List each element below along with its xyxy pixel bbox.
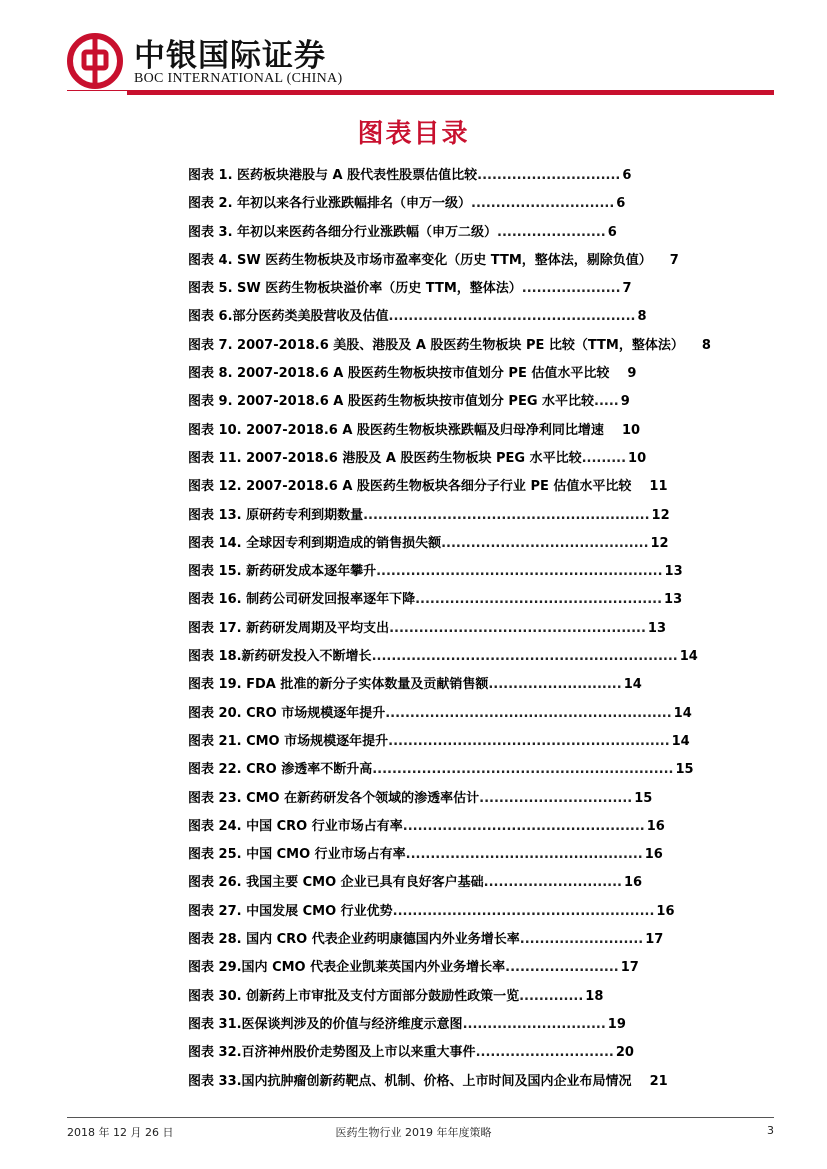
toc-entry-label: 图表 12. 2007-2018.6 A 股医药生物板块各细分子行业 PE 估值水平比较 [188,479,632,495]
toc-entry-label: 图表 14. 全球因专利到期造成的销售损失额 [188,535,442,551]
toc-entry-leader: .......................................... [441,535,649,551]
toc-entry[interactable] [188,421,778,449]
brand-name-english: BOC INTERNATIONAL (CHINA) [134,71,343,86]
toc-entry-label: 图表 25. 中国 CMO 行业市场占有率 [188,847,406,863]
toc-entry[interactable] [188,675,778,703]
toc-entry-page: 12 [651,507,670,523]
toc-entry-page: 18 [585,988,604,1004]
toc-entry-leader: .................................................... [389,620,646,636]
toc-entry-page: 10 [628,450,647,466]
toc-entry-leader: ....................... [505,960,619,976]
toc-entry-label: 图表 13. 原研药专利到期数量 [188,507,364,523]
toc-entry[interactable] [188,307,778,335]
toc-entry-page: 16 [646,818,665,834]
toc-entry-leader: ............................... [479,790,633,806]
toc-entry[interactable] [188,789,778,817]
toc-entry-leader: .......................................................... [363,507,650,523]
toc-entry-page: 9 [620,394,630,410]
toc-entry-label: 图表 4. SW 医药生物板块及市场市盈率变化（历史 TTM，整体法，剔除负值） [188,252,652,268]
toc-entry-label: 图表 3. 年初以来医药各细分行业涨跌幅（申万二级） [188,224,498,240]
toc-entry-page: 14 [673,705,692,721]
toc-entry-label: 图表 10. 2007-2018.6 A 股医药生物板块涨跌幅及归母净利同比增速 [188,422,604,438]
toc-entry-page: 16 [656,903,675,919]
toc-entry-label: 图表 5. SW 医药生物板块溢价率（历史 TTM，整体法） [188,281,522,297]
toc-entry-page: 10 [621,422,641,438]
toc-entry-leader: .................................................. [388,309,636,325]
toc-entry-leader: .......................................................... [385,705,672,721]
toc-entry-label: 图表 1. 医药板块港股与 A 股代表性股票估值比较 [188,168,478,183]
toc-entry-label: 图表 19. FDA 批准的新分子实体数量及贡献销售额 [188,677,489,693]
toc-entry-page: 8 [701,337,711,353]
toc-entry-page: 17 [645,932,664,948]
toc-entry[interactable] [188,647,778,675]
toc-entry-label: 图表 32.百济神州股价走势图及上市以来重大事件 [188,1045,476,1061]
toc-entry[interactable] [188,732,778,760]
toc-entry[interactable] [188,590,778,618]
footer-document-title: 医药生物行业 2019 年年度策略 [335,1126,492,1139]
header-rule-accent [127,91,774,95]
toc-entry-page: 16 [644,847,663,863]
toc-entry[interactable] [188,873,778,901]
toc-entry-leader: ...................... [497,224,606,240]
toc-entry-page: 7 [622,281,632,297]
toc-entry-page: 9 [627,366,637,382]
toc-entry[interactable] [188,958,778,986]
toc-entry-label: 图表 33.国内抗肿瘤创新药靶点、机制、价格、上市时间及国内企业布局情况 [188,1073,632,1089]
toc-entry-page: 6 [616,196,626,212]
bank-of-china-logo-icon [67,33,123,89]
toc-entry-page: 20 [615,1045,634,1061]
toc-entry-label: 图表 18.新药研发投入不断增长 [188,649,372,665]
brand-name-chinese: 中银国际证券 [134,38,326,74]
toc-entry-page: 15 [675,762,694,778]
toc-entry-leader: ............................. [462,1016,606,1032]
toc-entry[interactable] [188,930,778,958]
toc-entry-page: 7 [669,252,679,268]
toc-entry[interactable] [188,817,778,845]
toc-entry-label: 图表 27. 中国发展 CMO 行业优势 [188,903,393,919]
toc-entry-label: 图表 22. CRO 渗透率不断升高 [188,762,373,778]
toc-entry-leader: ............................ [475,1045,614,1061]
toc-entry-leader: ..................................................... [392,903,655,919]
toc-entry[interactable] [188,194,778,222]
toc-entry-page: 14 [623,677,642,693]
footer-rule [67,1117,774,1118]
toc-entry-label: 图表 29.国内 CMO 代表企业凯莱英国内外业务增长率 [188,960,506,976]
toc-entry[interactable] [188,251,778,279]
toc-entry-leader: ..... [594,394,619,410]
toc-entry-leader: ............................. [477,168,621,183]
toc-entry-leader: ......... [581,450,627,466]
toc-entry-label: 图表 28. 国内 CRO 代表企业药明康德国内外业务增长率 [188,932,520,948]
toc-entry-page: 14 [679,649,698,665]
toc-entry-leader: ............................ [483,875,622,891]
footer-page-number: 3 [767,1124,774,1137]
toc-entry-leader: .............................................................. [371,649,678,665]
toc-entry-leader: ........................... [488,677,622,693]
toc-entry[interactable] [188,449,778,477]
toc-entry-page: 21 [649,1073,668,1089]
toc-entry-page: 12 [650,535,669,551]
toc-entry-page: 13 [664,592,683,608]
toc-entry[interactable] [188,477,778,505]
table-of-figures [188,166,778,1100]
toc-entry-label: 图表 23. CMO 在新药研发各个领域的渗透率估计 [188,790,480,806]
toc-entry-leader: ............. [519,988,584,1004]
toc-entry[interactable] [188,336,778,364]
toc-entry[interactable] [188,392,778,420]
toc-entry-leader: ................................................ [405,847,643,863]
toc-entry-page: 13 [647,620,666,636]
toc-entry-label: 图表 26. 我国主要 CMO 企业已具有良好客户基础 [188,875,484,891]
toc-entry-leader: ......................................................... [388,733,670,749]
toc-entry-label: 图表 9. 2007-2018.6 A 股医药生物板块按市值划分 PEG 水平比较 [188,394,595,410]
toc-entry[interactable] [188,704,778,732]
toc-entry[interactable] [188,279,778,307]
toc-entry-page: 19 [607,1016,626,1032]
toc-entry-label: 图表 2. 年初以来各行业涨跌幅排名（申万一级） [188,196,472,212]
toc-entry[interactable] [188,619,778,647]
toc-entry[interactable] [188,845,778,873]
toc-entry-leader: ............................. [471,196,615,212]
toc-entry[interactable] [188,562,778,590]
toc-entry[interactable] [188,902,778,930]
toc-entry-leader: .................................................. [415,592,663,608]
toc-entry-leader: ......................... [519,932,644,948]
toc-entry-label: 图表 30. 创新药上市审批及支付方面部分鼓励性政策一览 [188,988,520,1004]
toc-entry-page: 8 [637,309,647,325]
toc-entry-page: 15 [634,790,653,806]
toc-entry-page: 13 [664,564,683,580]
toc-entry-leader: ................................................. [402,818,645,834]
toc-entry-leader: .......................................................... [376,564,663,580]
toc-entry-label: 图表 31.医保谈判涉及的价值与经济维度示意图 [188,1016,463,1032]
toc-entry-page: 6 [607,224,617,240]
toc-entry-page: 14 [671,733,690,749]
toc-entry-page: 6 [622,168,632,183]
toc-entry[interactable] [188,223,778,251]
toc-entry-page: 16 [623,875,643,891]
page-title: 图表目录 [357,119,470,149]
toc-entry[interactable] [188,534,778,562]
toc-entry-label: 图表 6.部分医药类美股营收及估值 [188,309,389,325]
toc-entry-page: 11 [649,479,668,495]
toc-entry[interactable] [188,1043,778,1071]
toc-entry[interactable] [188,364,778,392]
toc-entry-leader: .................... [521,281,621,297]
toc-entry[interactable] [188,166,778,194]
toc-entry-label: 图表 11. 2007-2018.6 港股及 A 股医药生物板块 PEG 水平比较 [188,450,582,466]
toc-entry-label: 图表 24. 中国 CRO 行业市场占有率 [188,818,403,834]
toc-entry[interactable] [188,1072,778,1100]
toc-entry[interactable] [188,760,778,788]
toc-entry-label: 图表 16. 制药公司研发回报率逐年下降 [188,592,416,608]
toc-entry-label: 图表 20. CRO 市场规模逐年提升 [188,705,386,721]
toc-entry[interactable] [188,506,778,534]
toc-entry[interactable] [188,1015,778,1043]
toc-entry-page: 17 [620,960,639,976]
toc-entry-label: 图表 17. 新药研发周期及平均支出 [188,620,390,636]
toc-entry[interactable] [188,987,778,1015]
toc-entry-label: 图表 7. 2007-2018.6 美股、港股及 A 股医药生物板块 PE 比较（TTM，整体法） [188,337,684,353]
footer-date: 2018 年 12 月 26 日 [67,1126,174,1139]
toc-entry-label: 图表 21. CMO 市场规模逐年提升 [188,733,389,749]
toc-entry-label: 图表 8. 2007-2018.6 A 股医药生物板块按市值划分 PE 估值水平比较 [188,366,610,382]
toc-entry-leader: ............................................................. [372,762,674,778]
toc-entry-label: 图表 15. 新药研发成本逐年攀升 [188,564,377,580]
